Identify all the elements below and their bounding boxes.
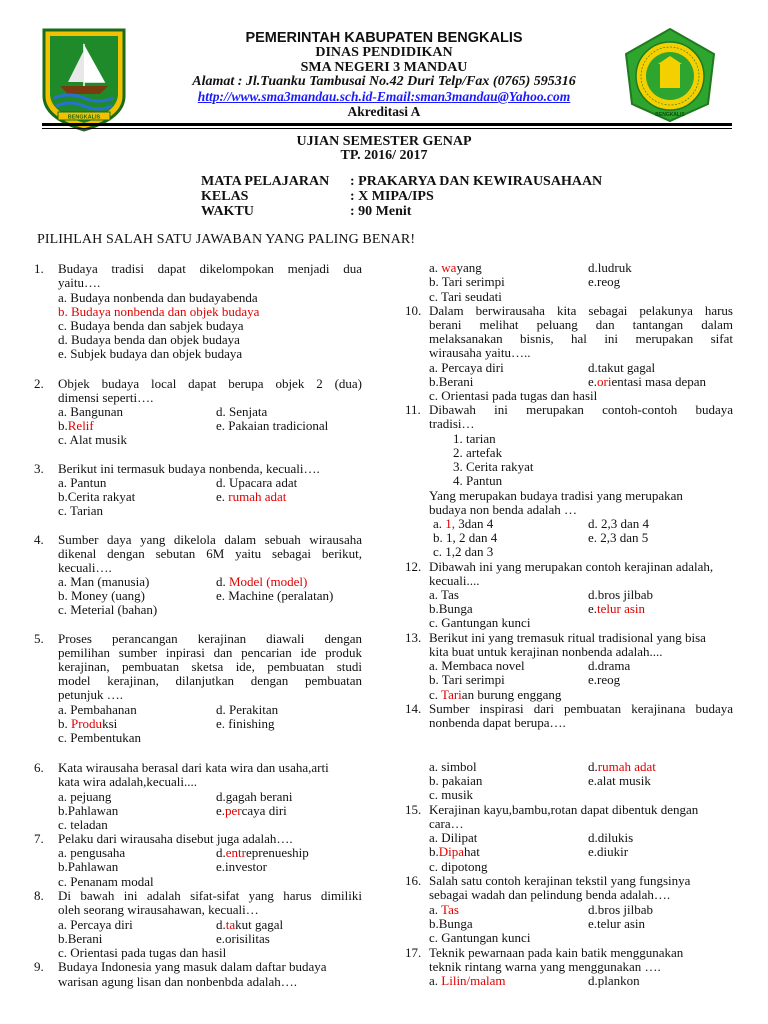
- option-answer[interactable]: d.takut gagal: [216, 917, 284, 932]
- question-text: kecuali….: [58, 560, 112, 575]
- option[interactable]: b. pakaian: [429, 773, 483, 788]
- question-text: kecuali....: [429, 573, 480, 588]
- option-answer[interactable]: c. Tarian burung enggang: [429, 687, 562, 702]
- question-text: Di bawah ini adalah sifat-sifat yang harus dimiliki: [58, 888, 362, 903]
- question-number: 13.: [405, 630, 422, 645]
- option[interactable]: b. 1, 2 dan 4: [433, 530, 498, 545]
- question-number: 7.: [34, 831, 44, 846]
- question-number: 15.: [405, 802, 422, 817]
- school-website-email-link[interactable]: http://www.sma3mandau.sch.id-Email:sman3mandau@Yahoo.com: [197, 89, 571, 104]
- option[interactable]: c. Gantungan kunci: [429, 615, 531, 630]
- option[interactable]: d.bros jilbab: [588, 587, 653, 602]
- option[interactable]: b.Berani: [58, 931, 103, 946]
- question-text: Sumber inspirasi dari pembuatan kerajinana budaya: [429, 701, 733, 716]
- question-text: Kerajinan kayu,bambu,rotan dapat dibentuk dengan: [429, 802, 699, 817]
- option[interactable]: b.Pahlawan: [58, 803, 119, 818]
- option[interactable]: b. Money (uang): [58, 588, 146, 603]
- question-number: 9.: [34, 959, 44, 974]
- question-number: 10.: [405, 303, 422, 318]
- option[interactable]: c. musik: [429, 787, 474, 802]
- question-text: budaya non benda adalah …: [429, 502, 578, 517]
- question-number: 17.: [405, 945, 422, 960]
- option[interactable]: a. Membaca novel: [429, 658, 525, 673]
- option-answer[interactable]: a. 1, 3dan 4: [433, 516, 494, 531]
- option[interactable]: d. Upacara adat: [216, 475, 298, 490]
- option[interactable]: d.dilukis: [588, 830, 634, 845]
- question-number: 8.: [34, 888, 44, 903]
- question-text: nonbenda dapat berupa….: [429, 715, 566, 730]
- subject-label: MATA PELAJARAN: [201, 174, 330, 189]
- option[interactable]: c. Orientasi pada tugas dan hasil: [429, 388, 598, 403]
- exam-year: TP. 2016/ 2017: [340, 148, 428, 163]
- option[interactable]: d. Budaya benda dan objek budaya: [58, 332, 240, 347]
- question-number: 1.: [34, 261, 44, 276]
- option[interactable]: b. Tari serimpi: [429, 672, 505, 687]
- list-item: 1. tarian: [453, 431, 496, 446]
- question-text: Kata wirausaha berasal dari kata wira dan usaha,arti: [58, 760, 329, 775]
- question-text: kata wira adalah,kecuali....: [58, 774, 197, 789]
- department-title: DINAS PENDIDIKAN: [315, 45, 453, 60]
- option[interactable]: e.telur asin: [588, 916, 646, 931]
- question-text: model kerajinan, dilanjutkan dengan pembuatan: [58, 673, 362, 688]
- option[interactable]: d. Perakitan: [216, 702, 279, 717]
- header-rule-thick: [42, 123, 732, 126]
- option[interactable]: d. Senjata: [216, 404, 268, 419]
- exam-title: UJIAN SEMESTER GENAP: [296, 134, 472, 149]
- option[interactable]: a. pengusaha: [58, 845, 126, 860]
- class-label: KELAS: [201, 189, 249, 204]
- option[interactable]: d.plankon: [588, 973, 640, 988]
- question-text: dikenal dengan sebutan 6M yaitu sebagai berikut,: [58, 546, 362, 561]
- question-text: Proses perancangan kerajinan diawali dengan: [58, 631, 362, 646]
- option[interactable]: e. finishing: [216, 716, 275, 731]
- option[interactable]: a. simbol: [429, 759, 477, 774]
- option[interactable]: a. Pantun: [58, 475, 107, 490]
- question-text: Pelaku dari wirausaha disebut juga adalah….: [58, 831, 293, 846]
- option-answer[interactable]: a. Lilin/malam: [429, 973, 506, 988]
- option-answer[interactable]: d.rumah adat: [588, 759, 656, 774]
- option[interactable]: e. 2,3 dan 5: [588, 530, 649, 545]
- option[interactable]: c. Tari seudati: [429, 289, 502, 304]
- option-answer[interactable]: a. Tas: [429, 902, 459, 917]
- time-value: : 90 Menit: [350, 204, 412, 219]
- option[interactable]: c. dipotong: [429, 859, 488, 874]
- question-text: sebagai wadah dan pelindung benda adalah….: [429, 887, 671, 902]
- option[interactable]: e.reog: [588, 274, 621, 289]
- option[interactable]: b.Bunga: [429, 601, 473, 616]
- question-text: melaksanakan bisnis, hal ini merupakan sifat: [429, 331, 733, 346]
- option[interactable]: e.alat musik: [588, 773, 651, 788]
- option[interactable]: e. Pakaian tradicional: [216, 418, 329, 433]
- question-text: dimensi seperti….: [58, 390, 154, 405]
- logo-right-bottom-text: BENGKALIS: [655, 112, 685, 118]
- option[interactable]: a. Bangunan: [58, 404, 123, 419]
- question-text: petunjuk ….: [58, 687, 123, 702]
- question-text: Dalam berwirausaha kita sebagai pelakunya harus: [429, 303, 733, 318]
- option[interactable]: a. Percaya diri: [58, 917, 133, 932]
- option[interactable]: a. Percaya diri: [429, 360, 504, 375]
- question-text: warisan agung lisan dan nonbenbda adalah….: [58, 974, 297, 989]
- list-item: 3. Cerita rakyat: [453, 459, 534, 474]
- option[interactable]: a. Man (manusia): [58, 574, 150, 589]
- option-answer[interactable]: a. wayang: [429, 260, 482, 275]
- option[interactable]: d.takut gagal: [588, 360, 656, 375]
- option[interactable]: c. Pembentukan: [58, 730, 142, 745]
- question-text: kita buat untuk kerajinan nonbenda adalah....: [429, 644, 663, 659]
- question-number: 11.: [405, 402, 421, 417]
- option[interactable]: b.Bunga: [429, 916, 473, 931]
- option[interactable]: c. teladan: [58, 817, 108, 832]
- option[interactable]: a. Dilipat: [429, 830, 478, 845]
- question-number: 14.: [405, 701, 422, 716]
- logo-left-text: BENGKALIS: [67, 114, 101, 121]
- option[interactable]: a. Budaya nonbenda dan budayabenda: [58, 290, 258, 305]
- subject-value: : PRAKARYA DAN KEWIRAUSAHAAN: [350, 174, 603, 189]
- question-text: cara…: [429, 816, 464, 831]
- option-answer[interactable]: e.telur asin: [588, 601, 646, 616]
- option[interactable]: b. Tari serimpi: [429, 274, 505, 289]
- option-answer[interactable]: b. Budaya nonbenda dan objek budaya: [58, 304, 260, 319]
- option-answer[interactable]: b. Produksi: [58, 716, 118, 731]
- option[interactable]: d. 2,3 dan 4: [588, 516, 650, 531]
- option[interactable]: e.reog: [588, 672, 621, 687]
- option[interactable]: a. Pembahanan: [58, 702, 137, 717]
- question-text: wirausaha yaitu…..: [429, 345, 531, 360]
- option[interactable]: c. 1,2 dan 3: [433, 544, 494, 559]
- question-text: Dibawah ini merupakan contoh-contoh budaya: [429, 402, 733, 417]
- question-text: Objek budaya local dapat berupa objek 2 (dua): [58, 376, 362, 391]
- option-answer[interactable]: e.percaya diri: [216, 803, 287, 818]
- question-text: Yang merupakan budaya tradisi yang merupakan: [429, 488, 683, 503]
- question-text: Salah satu contoh kerajinan tekstil yang fungsinya: [429, 873, 691, 888]
- option[interactable]: c. Penanam modal: [58, 874, 154, 889]
- option[interactable]: e. Machine (peralatan): [216, 588, 334, 603]
- question-text: Berikut ini yang tremasuk ritual tradisional yang bisa: [429, 630, 706, 645]
- option[interactable]: c. Tarian: [58, 503, 104, 518]
- question-number: 16.: [405, 873, 422, 888]
- option[interactable]: b.Cerita rakyat: [58, 489, 136, 504]
- question-text: pemilihan sumber inpirasi dan pencarian ide produk: [58, 645, 362, 660]
- question-text: tradisi…: [429, 416, 475, 431]
- question-text: kerajinan, pembuatan sketsa ide, pembuatan studi: [58, 659, 362, 674]
- question-number: 6.: [34, 760, 44, 775]
- question-text: Budaya tradisi dapat dikelompokan menjadi dua: [58, 261, 362, 276]
- question-number: 3.: [34, 461, 44, 476]
- option[interactable]: d.drama: [588, 658, 631, 673]
- option[interactable]: c. Orientasi pada tugas dan hasil: [58, 945, 227, 960]
- accreditation: Akreditasi A: [347, 104, 421, 119]
- school-address: Alamat : Jl.Tuanku Tambusai No.42 Duri Telp/Fax (0765) 595316: [192, 74, 576, 89]
- question-number: 5.: [34, 631, 44, 646]
- option[interactable]: b.Berani: [429, 374, 474, 389]
- option[interactable]: d.bros jilbab: [588, 902, 653, 917]
- option-answer[interactable]: b.Relif: [58, 418, 94, 433]
- option[interactable]: c. Meterial (bahan): [58, 602, 158, 617]
- question-number: 12.: [405, 559, 422, 574]
- question-text: Sumber daya yang dikelola dalam sebuah wirausaha: [58, 532, 362, 547]
- option[interactable]: d.gagah berani: [216, 789, 293, 804]
- header-rule-thin: [42, 128, 732, 129]
- question-text: Dibawah ini yang merupakan contoh kerajinan adalah,: [429, 559, 714, 574]
- option-answer[interactable]: d. Model (model): [216, 574, 308, 589]
- option[interactable]: e.orisilitas: [216, 931, 270, 946]
- time-label: WAKTU: [201, 204, 254, 219]
- option[interactable]: c. Gantungan kunci: [429, 930, 531, 945]
- question-text: oleh seorang wirausahawan, kecuali…: [58, 902, 259, 917]
- question-text: Berikut ini termasuk budaya nonbenda, kecuali….: [58, 461, 320, 476]
- option[interactable]: e. Subjek budaya dan objek budaya: [58, 346, 243, 361]
- school-name: SMA NEGERI 3 MANDAU: [300, 60, 468, 75]
- option[interactable]: a. pejuang: [58, 789, 112, 804]
- option[interactable]: e.investor: [216, 859, 267, 874]
- question-number: 2.: [34, 376, 44, 391]
- class-value: : X MIPA/IPS: [350, 189, 434, 204]
- option[interactable]: c. Budaya benda dan sabjek budaya: [58, 318, 244, 333]
- question-number: 4.: [34, 532, 44, 547]
- option-answer[interactable]: e.orientasi masa depan: [588, 374, 707, 389]
- government-title: PEMERINTAH KABUPATEN BENGKALIS: [245, 30, 523, 46]
- option[interactable]: c. Alat musik: [58, 432, 127, 447]
- question-text: teknik rintang warna yang menggunakan ….: [429, 959, 661, 974]
- option-answer[interactable]: b.Dipahat: [429, 844, 480, 859]
- question-text: yaitu….: [58, 275, 101, 290]
- list-item: 2. artefak: [453, 445, 503, 460]
- list-item: 4. Pantun: [453, 473, 503, 488]
- question-text: Budaya Indonesia yang masuk dalam daftar budaya: [58, 959, 327, 974]
- question-text: Teknik pewarnaan pada kain batik menggunakan: [429, 945, 684, 960]
- option-answer[interactable]: d.entreprenueship: [216, 845, 309, 860]
- instruction: PILIHLAH SALAH SATU JAWABAN YANG PALING BENAR!: [37, 232, 416, 247]
- option[interactable]: a. Tas: [429, 587, 459, 602]
- option-answer[interactable]: e. rumah adat: [216, 489, 287, 504]
- question-text: berani melihat peluang dan tantangan dalam: [429, 317, 733, 332]
- option[interactable]: b.Pahlawan: [58, 859, 119, 874]
- option[interactable]: d.ludruk: [588, 260, 632, 275]
- option[interactable]: e.diukir: [588, 844, 629, 859]
